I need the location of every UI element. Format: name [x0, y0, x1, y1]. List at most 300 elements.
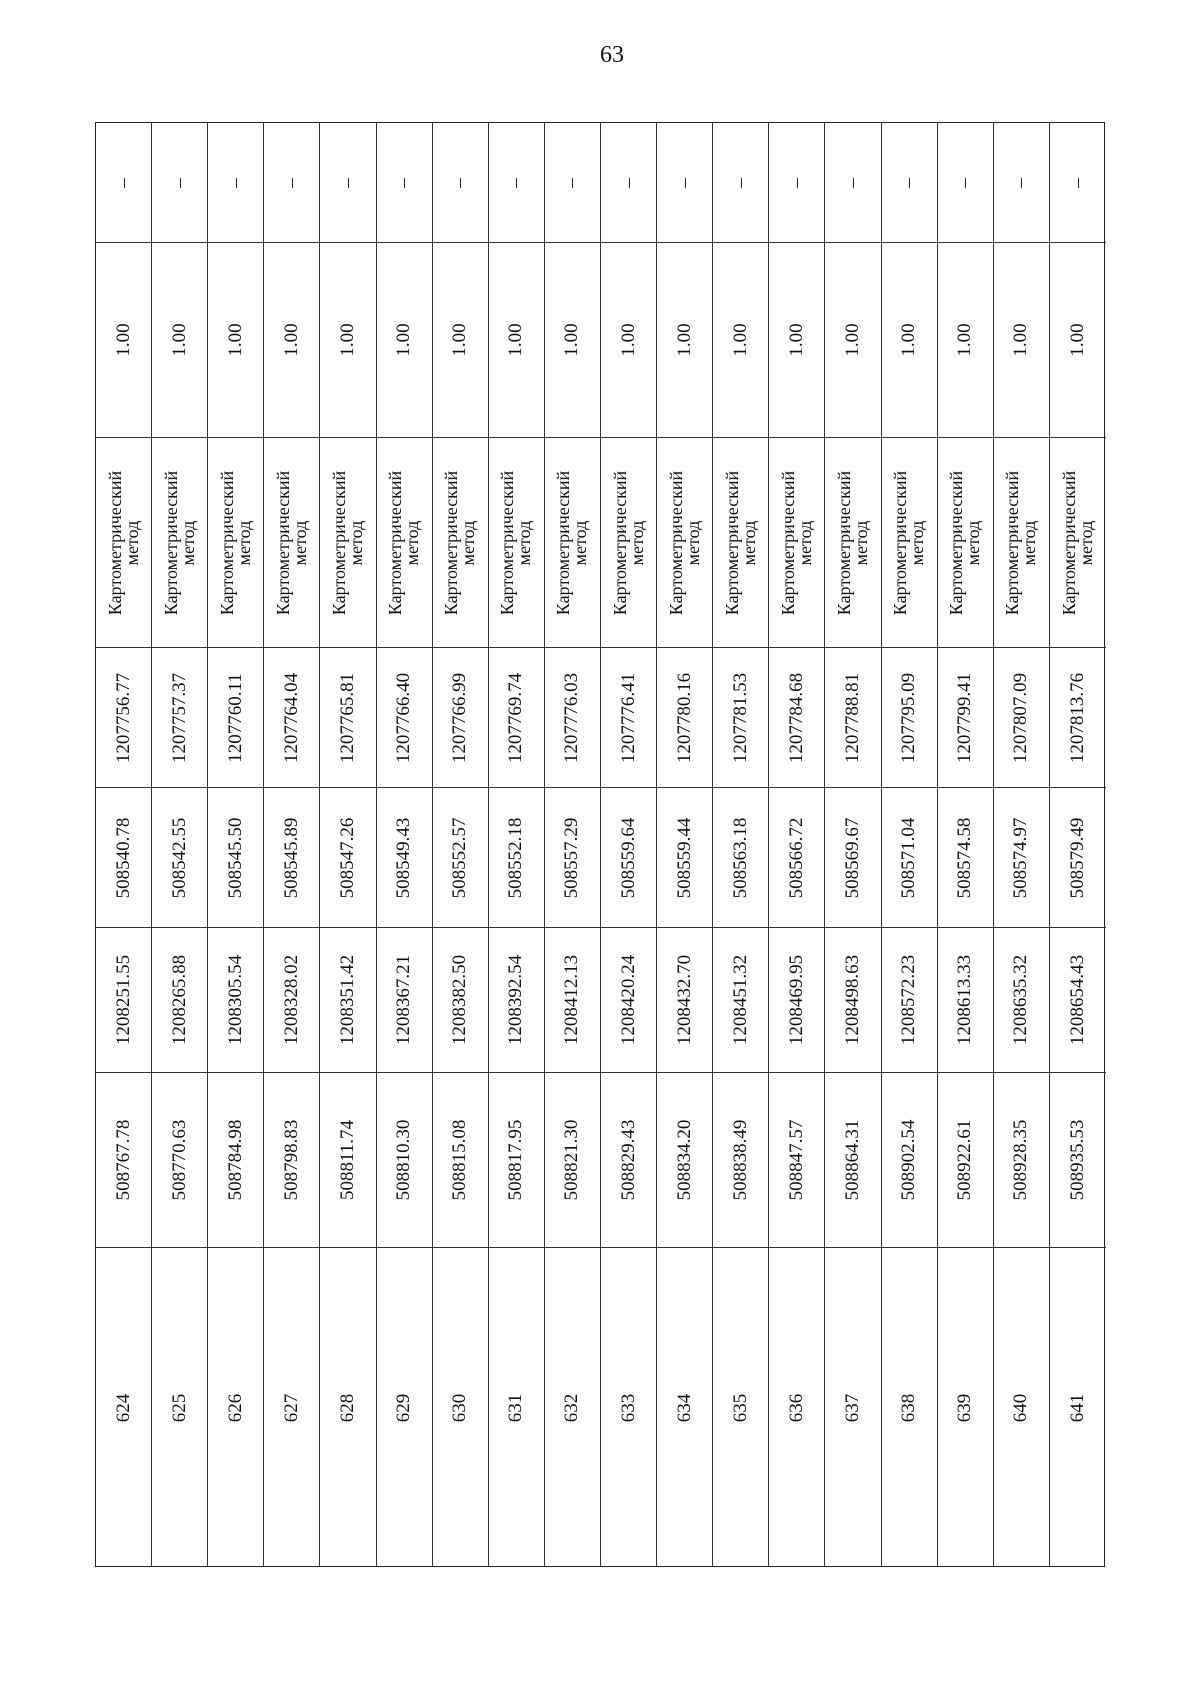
table-row — [882, 123, 938, 1566]
cell-x2 — [994, 788, 1049, 928]
cell-method — [882, 438, 937, 648]
cell-x1 — [433, 1073, 488, 1248]
method-line2: метод — [1075, 520, 1096, 565]
cell-text-accuracy: 1.00 — [1066, 323, 1088, 357]
cell-method — [657, 438, 712, 648]
cell-text-num: 635 — [729, 1393, 751, 1423]
cell-method — [96, 438, 151, 648]
cell-text-note: – — [280, 177, 302, 188]
cell-text-y1: 1208412.13 — [561, 954, 583, 1046]
cell-text-num: 640 — [1010, 1393, 1032, 1423]
cell-text-num: 639 — [954, 1393, 976, 1423]
cell-text-x1: 508838.49 — [729, 1119, 751, 1201]
cell-text-x2: 508542.55 — [168, 817, 190, 898]
method-line1: Картометрический — [1002, 470, 1023, 615]
cell-text-x1: 508767.78 — [112, 1119, 134, 1201]
cell-y2 — [601, 648, 656, 788]
cell-text-y1: 1208635.32 — [1010, 954, 1032, 1046]
table-row — [264, 123, 320, 1566]
cell-text-x1: 508810.30 — [393, 1119, 415, 1201]
method-line2: метод — [514, 520, 535, 565]
cell-text-num: 624 — [112, 1393, 134, 1423]
cell-x1 — [882, 1073, 937, 1248]
table-row — [320, 123, 376, 1566]
cell-accuracy — [657, 243, 712, 438]
method-line2: метод — [794, 520, 815, 565]
cell-note — [208, 123, 263, 243]
cell-text-note: – — [224, 177, 246, 188]
cell-y2 — [152, 648, 207, 788]
table-row — [433, 123, 489, 1566]
cell-note — [657, 123, 712, 243]
cell-num — [769, 1248, 824, 1568]
cell-text-y1: 1208432.70 — [673, 954, 695, 1046]
table-row — [96, 123, 152, 1566]
cell-text-accuracy: 1.00 — [280, 323, 302, 357]
cell-num — [96, 1248, 151, 1568]
table-row — [545, 123, 601, 1566]
cell-x1 — [96, 1073, 151, 1248]
cell-text-note: – — [561, 177, 583, 188]
cell-text-accuracy: 1.00 — [112, 323, 134, 357]
cell-y2 — [96, 648, 151, 788]
cell-x2 — [657, 788, 712, 928]
cell-text-num: 629 — [393, 1393, 415, 1423]
cell-note — [433, 123, 488, 243]
cell-y1 — [433, 928, 488, 1073]
method-line2: метод — [907, 520, 928, 565]
cell-text-x1: 508864.31 — [841, 1119, 863, 1201]
method-line1: Картометрический — [609, 470, 630, 615]
cell-note — [320, 123, 375, 243]
cell-text-y2: 1207766.99 — [449, 672, 471, 763]
cell-method — [433, 438, 488, 648]
page-number: 63 — [600, 42, 624, 68]
method-text — [160, 470, 198, 615]
table-row — [825, 123, 881, 1566]
cell-text-y2: 1207799.41 — [954, 672, 976, 763]
cell-num — [882, 1248, 937, 1568]
cell-text-x2: 508571.04 — [898, 817, 920, 898]
method-text — [609, 470, 647, 615]
table-row — [994, 123, 1050, 1566]
cell-text-x2: 508579.49 — [1066, 817, 1088, 898]
cell-num — [208, 1248, 263, 1568]
cell-text-y1: 1208613.33 — [954, 954, 976, 1046]
cell-y2 — [320, 648, 375, 788]
cell-text-y2: 1207766.40 — [393, 672, 415, 763]
cell-accuracy — [769, 243, 824, 438]
cell-note — [825, 123, 880, 243]
cell-text-num: 630 — [449, 1393, 471, 1423]
cell-text-accuracy: 1.00 — [954, 323, 976, 357]
cell-text-note: – — [505, 177, 527, 188]
cell-accuracy — [208, 243, 263, 438]
cell-text-y2: 1207776.41 — [617, 672, 639, 763]
cell-x1 — [657, 1073, 712, 1248]
cell-x1 — [825, 1073, 880, 1248]
cell-accuracy — [433, 243, 488, 438]
cell-text-accuracy: 1.00 — [841, 323, 863, 357]
method-line1: Картометрический — [216, 470, 237, 615]
cell-accuracy — [1050, 243, 1106, 438]
cell-x2 — [938, 788, 993, 928]
cell-method — [1050, 438, 1106, 648]
cell-text-note: – — [673, 177, 695, 188]
cell-text-note: – — [449, 177, 471, 188]
cell-x1 — [601, 1073, 656, 1248]
cell-y1 — [96, 928, 151, 1073]
method-text — [948, 470, 982, 614]
cell-text-x2: 508574.97 — [1010, 817, 1032, 898]
cell-text-accuracy: 1.00 — [168, 323, 190, 357]
method-line1: Картометрический — [946, 470, 967, 615]
cell-text-x2: 508545.50 — [224, 817, 246, 898]
method-line2: метод — [850, 520, 871, 565]
cell-text-accuracy: 1.00 — [224, 323, 246, 357]
cell-y1 — [657, 928, 712, 1073]
method-line2: метод — [682, 520, 703, 565]
table-row — [713, 123, 769, 1566]
cell-x1 — [377, 1073, 432, 1248]
cell-accuracy — [545, 243, 600, 438]
cell-y1 — [1050, 928, 1106, 1073]
method-line1: Картометрический — [777, 470, 798, 615]
cell-text-note: – — [336, 177, 358, 188]
cell-x2 — [545, 788, 600, 928]
cell-text-x2: 508557.29 — [561, 817, 583, 898]
cell-text-y2: 1207807.09 — [1010, 672, 1032, 763]
method-line2: метод — [289, 520, 310, 565]
table-row — [489, 123, 545, 1566]
method-text — [1004, 470, 1038, 614]
method-line1: Картометрический — [721, 470, 742, 615]
cell-note — [1050, 123, 1106, 243]
cell-text-num: 631 — [505, 1393, 527, 1423]
cell-note — [713, 123, 768, 243]
cell-y1 — [489, 928, 544, 1073]
cell-text-x2: 508552.57 — [449, 817, 471, 898]
table-row — [1050, 123, 1106, 1566]
method-line2: метод — [345, 520, 366, 565]
cell-text-note: – — [393, 177, 415, 188]
cell-method — [489, 438, 544, 648]
method-line2: метод — [233, 520, 254, 565]
cell-x2 — [377, 788, 432, 928]
cell-num — [545, 1248, 600, 1568]
table-row — [377, 123, 433, 1566]
cell-text-y1: 1208392.54 — [505, 954, 527, 1046]
cell-accuracy — [825, 243, 880, 438]
table-row — [208, 123, 264, 1566]
cell-text-x2: 508574.58 — [954, 817, 976, 898]
table-row — [938, 123, 994, 1566]
cell-text-y2: 1207760.11 — [224, 672, 246, 763]
cell-text-y2: 1207781.53 — [729, 672, 751, 763]
cell-text-num: 627 — [280, 1393, 302, 1423]
method-line1: Картометрический — [497, 470, 518, 615]
method-line2: метод — [738, 520, 759, 565]
method-line1: Картометрический — [441, 470, 462, 615]
method-line1: Картометрический — [890, 470, 911, 615]
cell-x2 — [769, 788, 824, 928]
cell-text-y2: 1207813.76 — [1066, 672, 1088, 763]
table-row — [152, 123, 208, 1566]
cell-text-y1: 1208265.88 — [168, 954, 190, 1046]
cell-note — [96, 123, 151, 243]
cell-text-num: 625 — [168, 1393, 190, 1423]
cell-num — [657, 1248, 712, 1568]
cell-x2 — [433, 788, 488, 928]
method-text — [1058, 470, 1096, 615]
cell-text-num: 633 — [617, 1393, 639, 1423]
cell-method — [264, 438, 319, 648]
method-text — [387, 470, 421, 614]
cell-text-accuracy: 1.00 — [785, 323, 807, 357]
cell-text-y1: 1208469.95 — [785, 954, 807, 1046]
cell-num — [264, 1248, 319, 1568]
cell-note — [489, 123, 544, 243]
cell-accuracy — [377, 243, 432, 438]
cell-x1 — [545, 1073, 600, 1248]
method-line1: Картометрический — [160, 470, 181, 615]
cell-text-x1: 508817.95 — [505, 1119, 527, 1201]
cell-accuracy — [938, 243, 993, 438]
method-line2: метод — [177, 520, 198, 565]
cell-text-x1: 508902.54 — [898, 1119, 920, 1201]
cell-x1 — [769, 1073, 824, 1248]
method-line1: Картометрический — [104, 470, 125, 615]
cell-text-y2: 1207795.09 — [898, 672, 920, 763]
cell-text-accuracy: 1.00 — [617, 323, 639, 357]
cell-text-num: 632 — [561, 1393, 583, 1423]
cell-method — [825, 438, 880, 648]
cell-text-x1: 508798.83 — [280, 1119, 302, 1201]
cell-text-y2: 1207757.37 — [168, 672, 190, 763]
cell-text-note: – — [841, 177, 863, 188]
cell-x1 — [938, 1073, 993, 1248]
cell-y1 — [152, 928, 207, 1073]
cell-text-accuracy: 1.00 — [449, 323, 471, 357]
cell-method — [208, 438, 263, 648]
cell-num — [713, 1248, 768, 1568]
method-line2: метод — [1019, 520, 1040, 565]
method-line1: Картометрический — [272, 470, 293, 615]
cell-x1 — [994, 1073, 1049, 1248]
cell-text-note: – — [617, 177, 639, 188]
cell-text-accuracy: 1.00 — [561, 323, 583, 357]
cell-text-y1: 1208367.21 — [393, 954, 415, 1046]
method-line1: Картометрический — [385, 470, 406, 615]
cell-method — [994, 438, 1049, 648]
method-line1: Картометрический — [833, 470, 854, 615]
cell-text-accuracy: 1.00 — [898, 323, 920, 357]
cell-num — [825, 1248, 880, 1568]
cell-text-x2: 508540.78 — [112, 817, 134, 898]
method-text — [721, 470, 759, 615]
cell-x2 — [601, 788, 656, 928]
cell-text-y1: 1208305.54 — [224, 954, 246, 1046]
cell-x2 — [96, 788, 151, 928]
cell-text-note: – — [729, 177, 751, 188]
cell-note — [545, 123, 600, 243]
cell-method — [938, 438, 993, 648]
cell-method — [377, 438, 432, 648]
cell-y1 — [825, 928, 880, 1073]
cell-text-num: 638 — [898, 1393, 920, 1423]
cell-text-x1: 508821.30 — [561, 1119, 583, 1201]
cell-text-accuracy: 1.00 — [336, 323, 358, 357]
method-line1: Картометрический — [553, 470, 574, 615]
method-line2: метод — [963, 520, 984, 565]
cell-text-x2: 508552.18 — [505, 817, 527, 898]
cell-y1 — [264, 928, 319, 1073]
cell-text-accuracy: 1.00 — [673, 323, 695, 357]
cell-text-x1: 508847.57 — [785, 1119, 807, 1201]
method-text — [272, 470, 310, 615]
cell-text-x1: 508922.61 — [954, 1119, 976, 1201]
cell-note — [152, 123, 207, 243]
cell-x2 — [489, 788, 544, 928]
cell-text-x1: 508815.08 — [449, 1119, 471, 1201]
cell-x2 — [882, 788, 937, 928]
cell-text-note: – — [785, 177, 807, 188]
cell-method — [769, 438, 824, 648]
cell-text-accuracy: 1.00 — [1010, 323, 1032, 357]
cell-text-num: 636 — [785, 1393, 807, 1423]
cell-x1 — [713, 1073, 768, 1248]
cell-text-y2: 1207765.81 — [336, 672, 358, 763]
cell-x2 — [713, 788, 768, 928]
table-row — [601, 123, 657, 1566]
cell-accuracy — [96, 243, 151, 438]
cell-text-num: 628 — [336, 1393, 358, 1423]
method-text — [443, 470, 477, 614]
cell-y1 — [882, 928, 937, 1073]
cell-text-x1: 508770.63 — [168, 1119, 190, 1201]
cell-text-x1: 508784.98 — [224, 1119, 246, 1201]
cell-num — [433, 1248, 488, 1568]
cell-text-y1: 1208498.63 — [841, 954, 863, 1046]
cell-text-x1: 508935.53 — [1066, 1119, 1088, 1201]
coordinates-table — [95, 122, 1105, 1567]
cell-x1 — [489, 1073, 544, 1248]
cell-x2 — [152, 788, 207, 928]
cell-x1 — [208, 1073, 263, 1248]
cell-text-y1: 1208251.55 — [112, 954, 134, 1046]
cell-x1 — [1050, 1073, 1106, 1248]
cell-text-x1: 508834.20 — [673, 1119, 695, 1201]
cell-text-y1: 1208451.32 — [729, 954, 751, 1046]
cell-text-num: 634 — [673, 1393, 695, 1423]
cell-text-x1: 508811.74 — [336, 1119, 358, 1201]
cell-note — [377, 123, 432, 243]
cell-accuracy — [713, 243, 768, 438]
cell-num — [601, 1248, 656, 1568]
cell-text-x2: 508559.44 — [673, 817, 695, 898]
cell-text-y1: 1208654.43 — [1066, 954, 1088, 1046]
method-line2: метод — [570, 520, 591, 565]
cell-text-accuracy: 1.00 — [393, 323, 415, 357]
cell-num — [994, 1248, 1049, 1568]
cell-text-x2: 508563.18 — [729, 817, 751, 898]
cell-accuracy — [320, 243, 375, 438]
cell-method — [601, 438, 656, 648]
cell-text-y1: 1208572.23 — [898, 954, 920, 1046]
cell-text-accuracy: 1.00 — [729, 323, 751, 357]
cell-x2 — [1050, 788, 1106, 928]
cell-text-y1: 1208328.02 — [280, 954, 302, 1046]
cell-text-y1: 1208382.50 — [449, 954, 471, 1046]
cell-method — [545, 438, 600, 648]
cell-text-note: – — [954, 177, 976, 188]
cell-num — [489, 1248, 544, 1568]
cell-text-y2: 1207756.77 — [112, 672, 134, 763]
cell-y1 — [713, 928, 768, 1073]
cell-text-y1: 1208351.42 — [336, 954, 358, 1046]
cell-y2 — [994, 648, 1049, 788]
cell-note — [994, 123, 1049, 243]
method-text — [555, 470, 589, 614]
cell-y2 — [882, 648, 937, 788]
cell-y1 — [601, 928, 656, 1073]
method-text — [328, 470, 366, 615]
cell-method — [713, 438, 768, 648]
cell-text-note: – — [1066, 177, 1088, 188]
cell-y1 — [545, 928, 600, 1073]
cell-y1 — [769, 928, 824, 1073]
cell-accuracy — [994, 243, 1049, 438]
cell-x2 — [208, 788, 263, 928]
cell-text-x2: 508545.89 — [280, 817, 302, 898]
cell-text-num: 641 — [1066, 1393, 1088, 1423]
cell-text-y2: 1207764.04 — [280, 672, 302, 763]
cell-accuracy — [882, 243, 937, 438]
cell-num — [1050, 1248, 1106, 1568]
method-text — [216, 470, 254, 615]
cell-y2 — [657, 648, 712, 788]
cell-text-x2: 508549.43 — [393, 817, 415, 898]
cell-y1 — [938, 928, 993, 1073]
cell-text-y2: 1207788.81 — [841, 672, 863, 763]
cell-x2 — [264, 788, 319, 928]
method-line2: метод — [402, 520, 423, 565]
cell-y1 — [320, 928, 375, 1073]
table-row — [769, 123, 825, 1566]
cell-text-num: 637 — [841, 1393, 863, 1423]
cell-num — [152, 1248, 207, 1568]
cell-text-note: – — [898, 177, 920, 188]
method-line2: метод — [121, 520, 142, 565]
cell-x1 — [320, 1073, 375, 1248]
cell-text-x2: 508547.26 — [336, 817, 358, 898]
method-text — [833, 470, 871, 615]
cell-y2 — [264, 648, 319, 788]
cell-y2 — [713, 648, 768, 788]
cell-text-accuracy: 1.00 — [505, 323, 527, 357]
method-line1: Картометрический — [1058, 470, 1079, 615]
cell-x1 — [264, 1073, 319, 1248]
cell-x2 — [320, 788, 375, 928]
cell-x1 — [152, 1073, 207, 1248]
cell-method — [152, 438, 207, 648]
cell-text-num: 626 — [224, 1393, 246, 1423]
method-text — [104, 470, 142, 615]
method-text — [499, 470, 533, 614]
cell-text-y2: 1207776.03 — [561, 672, 583, 763]
cell-text-x1: 508928.35 — [1010, 1119, 1032, 1201]
cell-y2 — [433, 648, 488, 788]
